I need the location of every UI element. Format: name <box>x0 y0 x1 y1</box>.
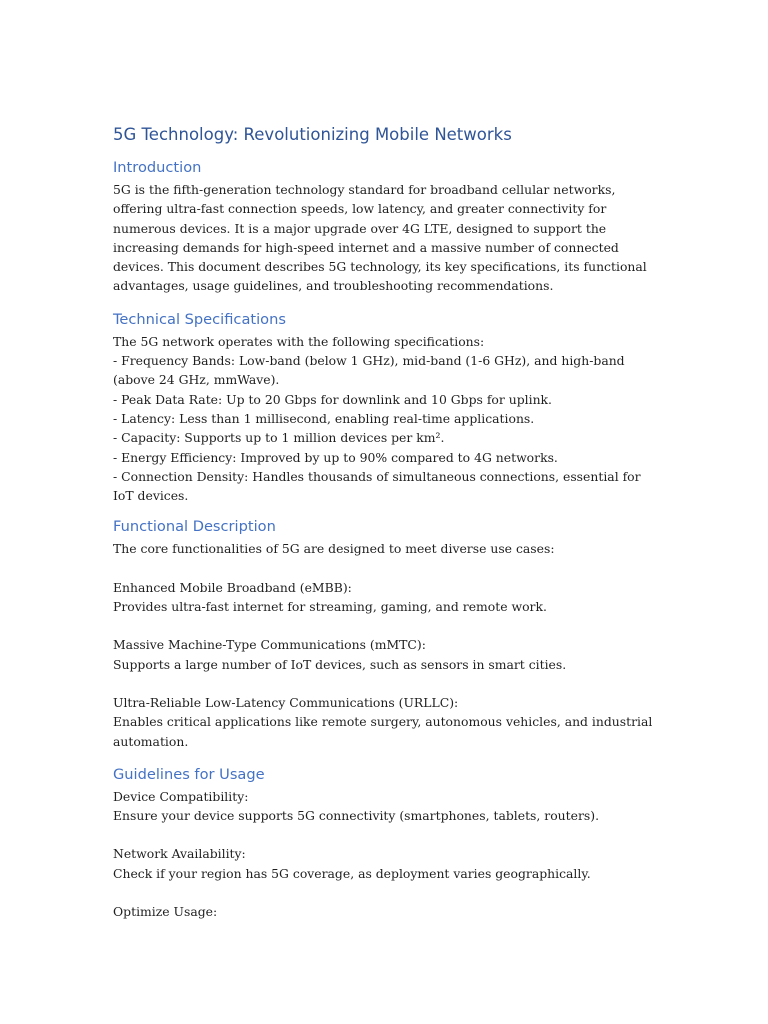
functional-item-text: Provides ultra-fast internet for streaming, gaming, and remote work. <box>113 599 547 615</box>
functional-item-title: Massive Machine-Type Communications (mMTC): <box>113 637 426 653</box>
section-heading-functional-description: Functional Description <box>113 518 276 536</box>
specifications-list <box>113 351 661 505</box>
document-page <box>113 124 661 921</box>
section-heading-technical-specifications: Technical Specifications <box>113 310 286 328</box>
guideline-item-title: Optimize Usage: <box>113 904 218 920</box>
section-guidelines <box>113 765 661 921</box>
guideline-item-device-compatibility <box>113 787 661 826</box>
functional-item-urllc <box>113 693 661 751</box>
section-heading-introduction: Introduction <box>113 159 202 176</box>
spec-item-frequency-bands: - Frequency Bands: Low-band (below 1 GHz), mid-band (1-6 GHz), and high-band (above 24 GHz, mmWave). <box>113 353 625 388</box>
functional-item-title: Enhanced Mobile Broadband (eMBB): <box>113 579 352 595</box>
spec-item-latency: - Latency: Less than 1 millisecond, enabling real-time applications. <box>113 410 535 426</box>
functional-item-text: Enables critical applications like remote surgery, autonomous vehicles, and industrial automation. <box>113 714 653 749</box>
spec-item-capacity: - Capacity: Supports up to 1 million devices per km². <box>113 430 445 446</box>
spec-item-connection-density: - Connection Density: Handles thousands of simultaneous connections, essential for IoT devices. <box>113 468 641 504</box>
guideline-item-title: Network Availability: <box>113 846 246 862</box>
functional-item-mmtc <box>113 635 661 674</box>
document-title: 5G Technology: Revolutionizing Mobile Networks <box>113 125 512 144</box>
spec-item-energy-efficiency: - Energy Efficiency: Improved by up to 90% compared to 4G networks. <box>113 449 558 465</box>
functional-item-embb <box>113 578 661 617</box>
functional-item-text: Supports a large number of IoT devices, such as sensors in smart cities. <box>113 656 567 672</box>
introduction-paragraph: 5G is the fifth-generation technology standard for broadband cellular networks, offering ultra-fast connection speeds, low latency, and greater connectivity for numerous devices. It is a major upgrade over 4G LTE, designed to support the increasing demands for high-speed internet and a massive number of connected devices. This document describes 5G technology, its key specifications, its functional advantages, usage guidelines, and troubleshooting recommendations. <box>113 182 647 294</box>
specifications-intro: The 5G network operates with the following specifications: <box>113 333 485 349</box>
guideline-item-optimize-usage <box>113 902 661 921</box>
guideline-item-title: Device Compatibility: <box>113 788 249 804</box>
section-heading-guidelines: Guidelines for Usage <box>113 765 265 783</box>
section-technical-specifications <box>113 310 661 506</box>
functional-item-title: Ultra-Reliable Low-Latency Communications (URLLC): <box>113 694 459 710</box>
functional-intro: The core functionalities of 5G are designed to meet diverse use cases: <box>113 541 555 557</box>
section-functional-description <box>113 517 661 750</box>
spec-item-peak-data-rate: - Peak Data Rate: Up to 20 Gbps for downlink and 10 Gbps for uplink. <box>113 391 552 407</box>
guideline-item-text: Ensure your device supports 5G connectivity (smartphones, tablets, routers). <box>113 808 600 824</box>
guideline-item-network-availability <box>113 844 661 883</box>
section-introduction <box>113 158 661 296</box>
guideline-item-text: Check if your region has 5G coverage, as deployment varies geographically. <box>113 865 591 881</box>
